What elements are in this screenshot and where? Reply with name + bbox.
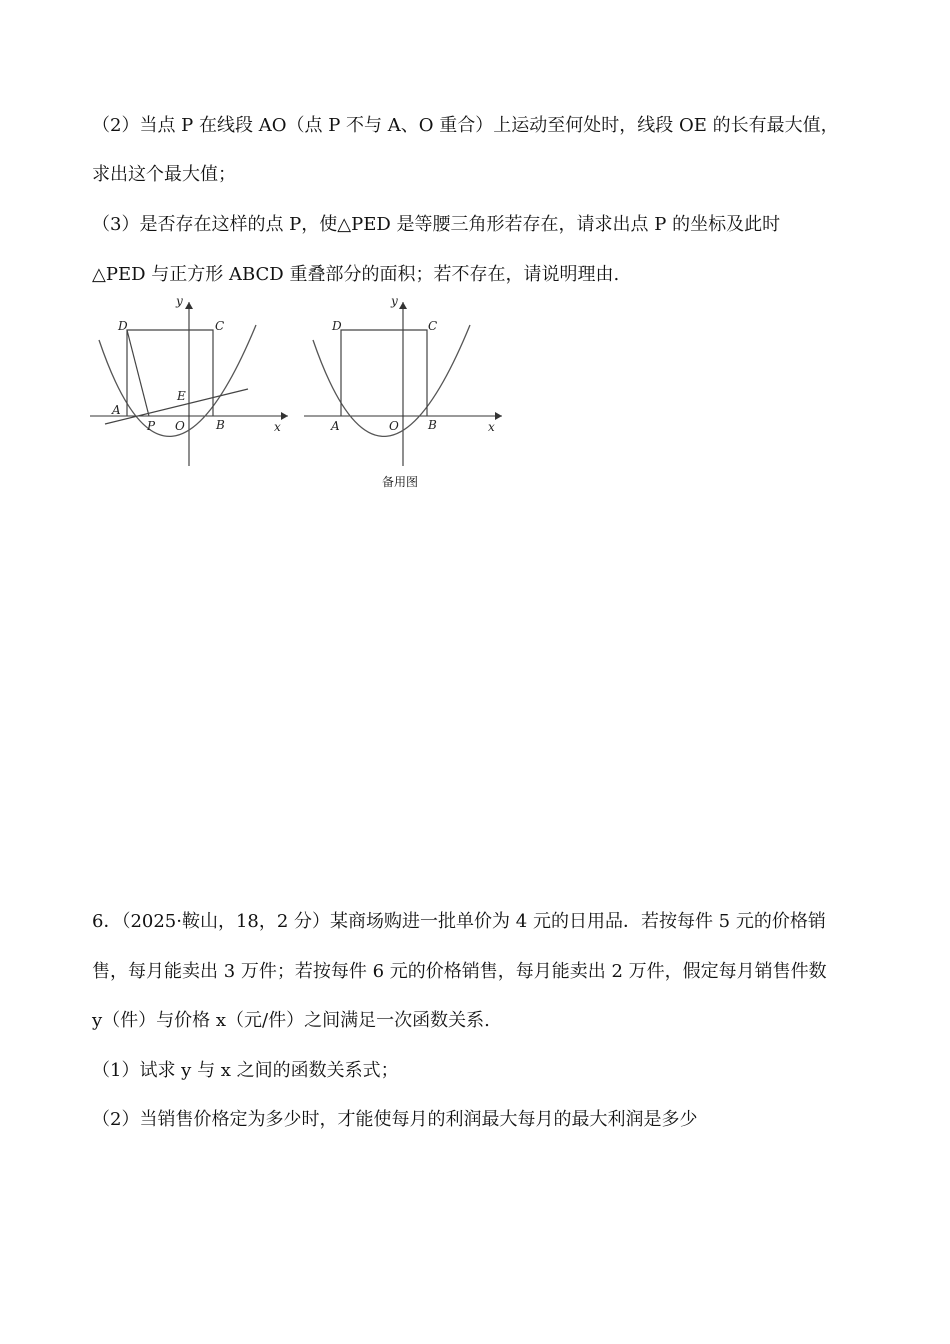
figure-spare bbox=[302, 292, 512, 472]
label-x: x bbox=[488, 420, 495, 434]
label-x: x bbox=[274, 420, 281, 434]
q6-line3: y（件）与价格 x（元/件）之间满足一次函数关系. bbox=[92, 1010, 490, 1031]
label-D: D bbox=[118, 319, 128, 333]
label-C: C bbox=[428, 319, 438, 333]
label-P: P bbox=[147, 419, 156, 433]
square-ABCD bbox=[341, 330, 427, 416]
label-E: E bbox=[177, 389, 186, 403]
part3-question-line1: （3）是否存在这样的点 P，使△PED 是等腰三角形若存在，请求出点 P 的坐标及此时 bbox=[92, 214, 781, 235]
q6-sub2: （2）当销售价格定为多少时，才能使每月的利润最大每月的最大利润是多少 bbox=[92, 1109, 698, 1130]
q6-line1: 6．（2025·鞍山，18，2 分）某商场购进一批单价为 4 元的日用品．若按每件 5 元的价格销 bbox=[92, 911, 826, 932]
label-O: O bbox=[175, 419, 185, 433]
figure-caption: 备用图 bbox=[382, 475, 419, 489]
part2-question-line2: 求出这个最大值； bbox=[92, 164, 236, 185]
label-y: y bbox=[176, 294, 183, 308]
label-B: B bbox=[216, 418, 225, 432]
label-A: A bbox=[112, 403, 121, 417]
label-C: C bbox=[215, 319, 225, 333]
part2-question-line1: （2）当点 P 在线段 AO（点 P 不与 A、O 重合）上运动至何处时，线段 OE 的长有最大值， bbox=[92, 115, 839, 136]
label-A: A bbox=[331, 419, 340, 433]
q6-sub1: （1）试求 y 与 x 之间的函数关系式； bbox=[92, 1060, 399, 1081]
square-ABCD bbox=[127, 330, 213, 416]
part3-question-line2: △PED 与正方形 ABCD 重叠部分的面积；若不存在，请说明理由. bbox=[92, 264, 620, 285]
label-B: B bbox=[428, 418, 437, 432]
figure-main bbox=[88, 292, 298, 472]
label-y: y bbox=[391, 294, 398, 308]
segment-DP bbox=[127, 330, 149, 416]
q6-line2: 售，每月能卖出 3 万件；若按每件 6 元的价格销售，每月能卖出 2 万件，假定每月销售件数 bbox=[92, 961, 827, 982]
label-D: D bbox=[332, 319, 342, 333]
label-O: O bbox=[389, 419, 399, 433]
